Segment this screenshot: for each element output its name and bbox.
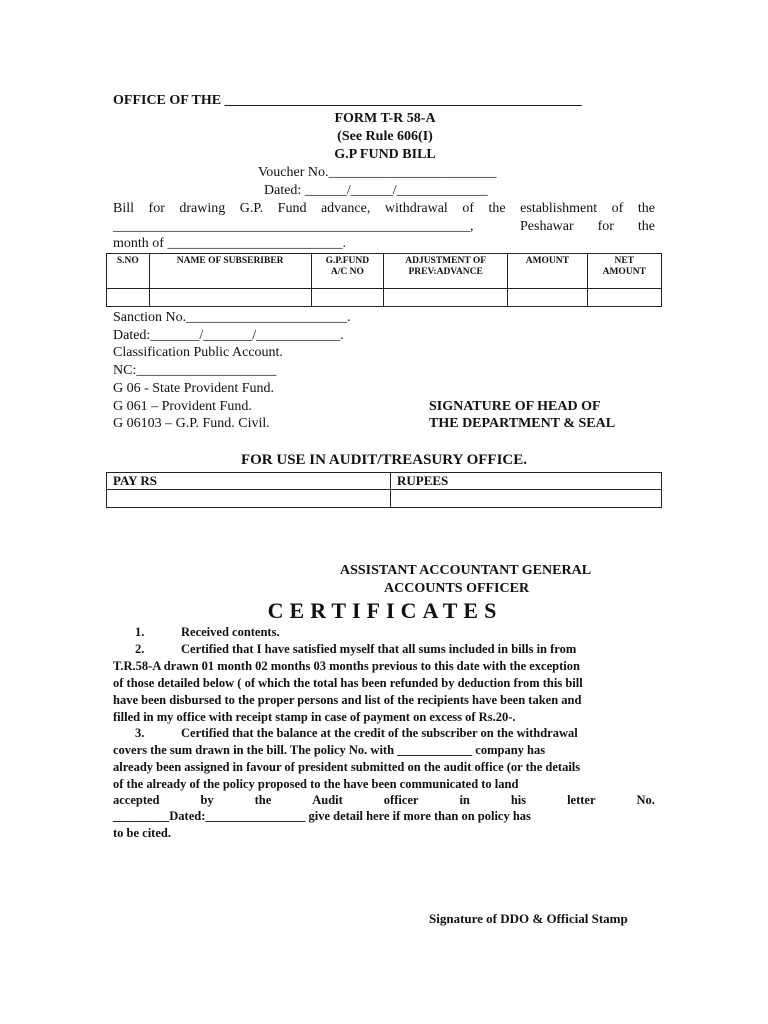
intro-word: the [637,219,655,234]
cert-3-word: Audit [312,793,343,807]
intro-month-line: month of _________________________. [113,236,346,251]
assistant-accountant-general: ASSISTANT ACCOUNTANT GENERAL [340,563,592,578]
header-gp-fund-ac: G.P.FUND A/C NO [311,254,383,289]
cert-2-line: filled in my office with receipt stamp in case of payment on excess of Rs.20-. [113,710,516,724]
audit-header-row [107,473,662,490]
voucher-number: Voucher No.________________________ [258,165,497,180]
intro-word: advance, [320,201,371,216]
cert-3-number: 3. [135,726,145,740]
signature-head-line-2: THE DEPARTMENT & SEAL [429,416,616,431]
intro-word: withdrawal [384,201,448,216]
cert-3-word: accepted [113,793,160,807]
intro-word: Fund [277,201,307,216]
intro-word: of [611,201,624,216]
cert-3-word: in [459,793,470,807]
pay-rs-cell[interactable] [107,490,391,508]
intro-word: Bill [113,201,135,216]
head-g06: G 06 - State Provident Fund. [113,381,274,396]
cert-3-word: letter [567,793,596,807]
cert-3-line: of the already of the policy proposed to the have been communicated to land [113,777,519,791]
head-g06103: G 06103 – G.P. Fund. Civil. [113,416,270,431]
cert-3-word: his [510,793,527,807]
table-row [107,289,662,307]
rupees-header: RUPEES [391,473,662,490]
cert-3-word: officer [383,793,419,807]
cell-sno[interactable] [107,289,150,307]
bill-table-header-row [107,254,662,289]
nc-line: NC:____________________ [113,363,277,378]
intro-word: drawing [179,201,226,216]
bill-table [106,253,662,307]
establishment-blank: ___________________________________________________, [113,219,474,234]
cert-3-first-line: Certified that the balance at the credit of the subscriber on the withdrawal [181,726,578,740]
cert-2-line: of those detailed below ( of which the total has been refunded by deduction from this bill [113,676,583,690]
intro-word: Peshawar [520,219,574,234]
cert-3-line: already been assigned in favour of president submitted on the audit office (or the details [113,760,581,774]
audit-title: FOR USE IN AUDIT/TREASURY OFFICE. [240,452,528,468]
head-g061: G 061 – Provident Fund. [113,399,252,414]
cert-1-text: Received contents. [181,625,280,639]
sanction-number: Sanction No._______________________. [113,310,351,325]
cert-3-spread-line [113,793,655,808]
rule-reference: (See Rule 606(I) [337,129,433,144]
intro-word: for [597,219,614,234]
intro-word: the [488,201,506,216]
intro-word: for [148,201,165,216]
cert-3-line: covers the sum drawn in the bill. The policy No. with ____________ company has [113,743,546,757]
intro-line-2-words [520,219,655,235]
ddo-signature: Signature of DDO & Official Stamp [429,911,628,926]
cert-2-first-line: Certified that I have satisfied myself that all sums included in bills in from [181,642,577,656]
header-sno: S.NO [107,254,150,289]
header-subscriber-name: NAME OF SUBSERIBER [149,254,311,289]
voucher-date: Dated: ______/______/_____________ [264,183,488,198]
cell-adjustment[interactable] [384,289,508,307]
audit-table [106,472,662,508]
cell-net-amount[interactable] [587,289,661,307]
pay-rs-header: PAY RS [107,473,391,490]
header-net-amount: NET AMOUNT [587,254,661,289]
cert-2-line: T.R.58-A drawn 01 month 02 months 03 months previous to this date with the exception [113,659,580,673]
intro-word: G.P. [239,201,264,216]
intro-word: establishment [520,201,598,216]
form-number: FORM T-R 58-A [334,111,436,126]
intro-line-1 [113,201,655,217]
bill-title: G.P FUND BILL [334,147,436,162]
cell-subscriber-name[interactable] [149,289,311,307]
cell-amount[interactable] [508,289,587,307]
cert-1-number: 1. [135,625,145,639]
intro-line-2 [113,219,655,235]
cert-3-line: _________Dated:________________ give detail here if more than on policy has [113,809,531,823]
office-line: OFFICE OF THE ___________________________________________________ [113,93,582,108]
cert-2-number: 2. [135,642,145,656]
classification: Classification Public Account. [113,345,283,360]
cert-3-line: to be cited. [113,826,171,840]
cert-2-line: have been disbursed to the proper persons and list of the recipients have been taken and [113,693,582,707]
header-adjustment: ADJUSTMENT OF PREV:ADVANCE [384,254,508,289]
rupees-cell[interactable] [391,490,662,508]
table-row [107,490,662,508]
cert-3-word: the [254,793,272,807]
intro-word: the [637,201,655,216]
intro-word: of [462,201,475,216]
accounts-officer: ACCOUNTS OFFICER [384,581,530,596]
sanction-date: Dated:_______/_______/____________. [113,328,344,343]
cert-3-word: No. [636,793,655,807]
certificates-title: CERTIFICATES [267,598,503,623]
header-amount: AMOUNT [508,254,587,289]
cell-gp-fund-ac[interactable] [311,289,383,307]
cert-3-word: by [200,793,214,807]
signature-head-line-1: SIGNATURE OF HEAD OF [429,399,601,414]
